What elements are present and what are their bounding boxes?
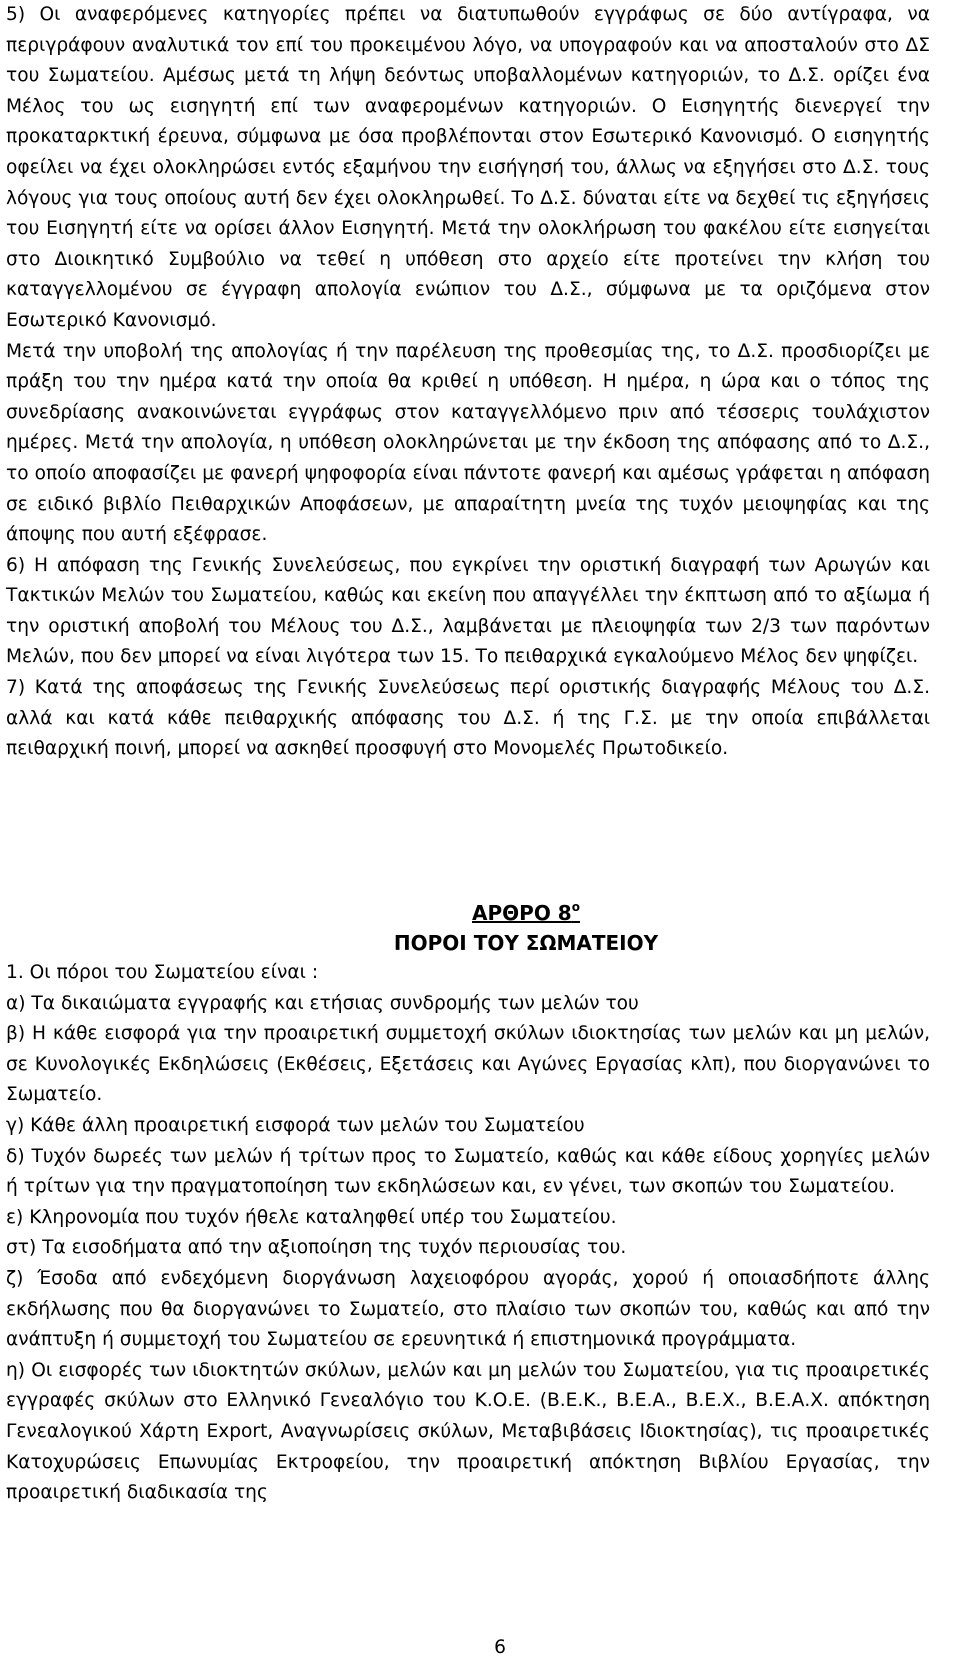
- resource-item-st: στ) Τα εισοδήματα από την αξιοποίηση της τυχόν περιουσίας του.: [6, 1237, 627, 1259]
- article-title-superscript: ο: [571, 900, 580, 914]
- resource-item-b: β) Η κάθε εισφορά για την προαιρετική συμμετοχή σκύλων ιδιοκτησίας των μελών και μη μελών, σε Κυνολογικές Εκδηλώσεις (Εκθέσεις, Εξετάσεις και Αγώνες Εργασίας κλπ), που διοργανώνει το Σωματείο.: [6, 1023, 930, 1106]
- resources-intro: 1. Οι πόροι του Σωματείου είναι :: [6, 962, 319, 983]
- resource-item-d: δ) Τυχόν δωρεές των μελών ή τρίτων προς το Σωματείο, καθώς και κάθε είδους χορηγίες μελών ή τρίτων για την πραγματοποίηση των εκδηλώσεων και, εν γένει, των σκοπών του Σωματείου.: [6, 1145, 930, 1198]
- article-title: [46, 898, 960, 928]
- paragraph-5: 5) Οι αναφερόμενες κατηγορίες πρέπει να διατυπωθούν εγγράφως σε δύο αντίγραφα, να περιγράφουν αναλυτικά τον επί του προκειμένου λόγο, να υπογραφούν και να αποσταλούν στο ΔΣ του Σωματείου. Αμέσως μετά τη λήψη δεόντως υποβαλλομένων κατηγοριών, το Δ.Σ. ορίζει ένα Μέλος του ως εισηγητή επί των αναφερομένων κατηγοριών. Ο Εισηγητής διενεργεί την προκαταρκτική έρευνα, σύμφωνα με όσα προβλέπονται στον Εσωτερικό Κανονισμό. Ο εισηγητής οφείλει να έχει ολοκληρώσει εντός εξαμήνου την εισήγησή του, άλλως να εξηγήσει στο Δ.Σ. τους λόγους για τους οποίους αυτή δεν έχει ολοκληρωθεί. Το Δ.Σ. δύναται είτε να δεχθεί τις εξηγήσεις του Εισηγητή είτε να ορίσει άλλον Εισηγητή. Μετά την ολοκλήρωση του φακέλου είτε εισηγείται στο Διοικητικό Συμβούλιο να τεθεί η υπόθεση στο αρχείο είτε προτείνει την κλήση του καταγγελλομένου σε έγγραφη απολογία ενώπιον του Δ.Σ., σύμφωνα με τα οριζόμενα στον Εσωτερικό Κανονισμό.: [6, 4, 930, 331]
- article-title-text: ΑΡΘΡΟ 8: [472, 901, 572, 925]
- resource-item-e: ε) Κληρονομία που τυχόν ήθελε καταληφθεί υπέρ του Σωματείου.: [6, 1206, 617, 1228]
- resource-item-h: η) Οι εισφορές των ιδιοκτητών σκύλων, μελών και μη μελών του Σωματείου, για τις προαιρετικές εγγραφές σκύλων στο Ελληνικό Γενεαλόγιο του Κ.Ο.Ε. (Β.Ε.Κ., Β.Ε.Α., Β.Ε.Χ., Β.Ε.Α.Χ. απόκτηση Γενεαλογικού Χάρτη Export, Αναγνωρίσεις σκύλων, Μεταβιβάσεις Ιδιοκτησίας), τις προαιρετικές Κατοχυρώσεις Επωνυμίας Εκτροφείου, την προαιρετική απόκτηση Βιβλίου Εργασίας, την προαιρετική διαδικασία της: [6, 1359, 930, 1504]
- paragraph-hearing: Μετά την υποβολή της απολογίας ή την παρέλευση της προθεσμίας της, το Δ.Σ. προσδιορίζει με πράξη του την ημέρα κατά την οποία θα κριθεί η υπόθεση. Η ημέρα, η ώρα και ο τόπος της συνεδρίασης ανακοινώνεται εγγράφως στον καταγγελλόμενο πριν από τέσσερις τουλάχιστον ημέρες. Μετά την απολογία, η υπόθεση ολοκληρώνεται με την έκδοση της απόφασης από το Δ.Σ., το οποίο αποφασίζει με φανερή ψηφοφορία είναι πάντοτε φανερή και αμέσως γράφεται η απόφαση σε ειδικό βιβλίο Πειθαρχικών Αποφάσεων, με απαραίτητη μνεία της τυχόν μειοψηφίας και της άποψης που αυτή εξέφρασε.: [6, 340, 930, 546]
- resources-text: [6, 958, 930, 1509]
- article-subtitle: ΠΟΡΟΙ ΤΟΥ ΣΩΜΑΤΕΙΟΥ: [393, 931, 659, 955]
- page-number: 6: [494, 1637, 506, 1658]
- paragraph-6: 6) Η απόφαση της Γενικής Συνελεύσεως, που εγκρίνει την οριστική διαγραφή των Αρωγών και Τακτικών Μελών του Σωματείου, καθώς και εκείνη που απαγγέλλει την έκπτωση από το αξίωμα ή την οριστική αποβολή του Μέλους του Δ.Σ., λαμβάνεται με πλειοψηφία των 2/3 των παρόντων Μελών, που δεν μπορεί να είναι λιγότερα των 15. Το πειθαρχικά εγκαλούμενο Μέλος δεν ψηφίζει.: [6, 554, 930, 668]
- paragraph-7: 7) Κατά της αποφάσεως της Γενικής Συνελεύσεως περί οριστικής διαγραφής Μέλους του Δ.Σ. αλλά και κατά κάθε πειθαρχικής απόφασης του Δ.Σ. ή της Γ.Σ. με την οποία επιβάλλεται πειθαρχική ποινή, μπορεί να ασκηθεί προσφυγή στο Μονομελές Πρωτοδικείο.: [6, 677, 930, 760]
- resource-item-z: ζ) Έσοδα από ενδεχόμενη διοργάνωση λαχειοφόρου αγοράς, χορού ή οποιασδήποτε άλλης εκδήλωσης που θα διοργανώνει το Σωματείο, στο πλαίσιο των σκοπών του, καθώς και από την ανάπτυξη ή συμμετοχή του Σωματείου σε ερευνητικά ή επιστημονικά προγράμματα.: [6, 1267, 930, 1351]
- disciplinary-procedure-text: [6, 0, 930, 765]
- resource-item-a: α) Τα δικαιώματα εγγραφής και ετήσιας συνδρομής των μελών του: [6, 992, 639, 1014]
- resource-item-c: γ) Κάθε άλλη προαιρετική εισφορά των μελών του Σωματείου: [6, 1114, 585, 1136]
